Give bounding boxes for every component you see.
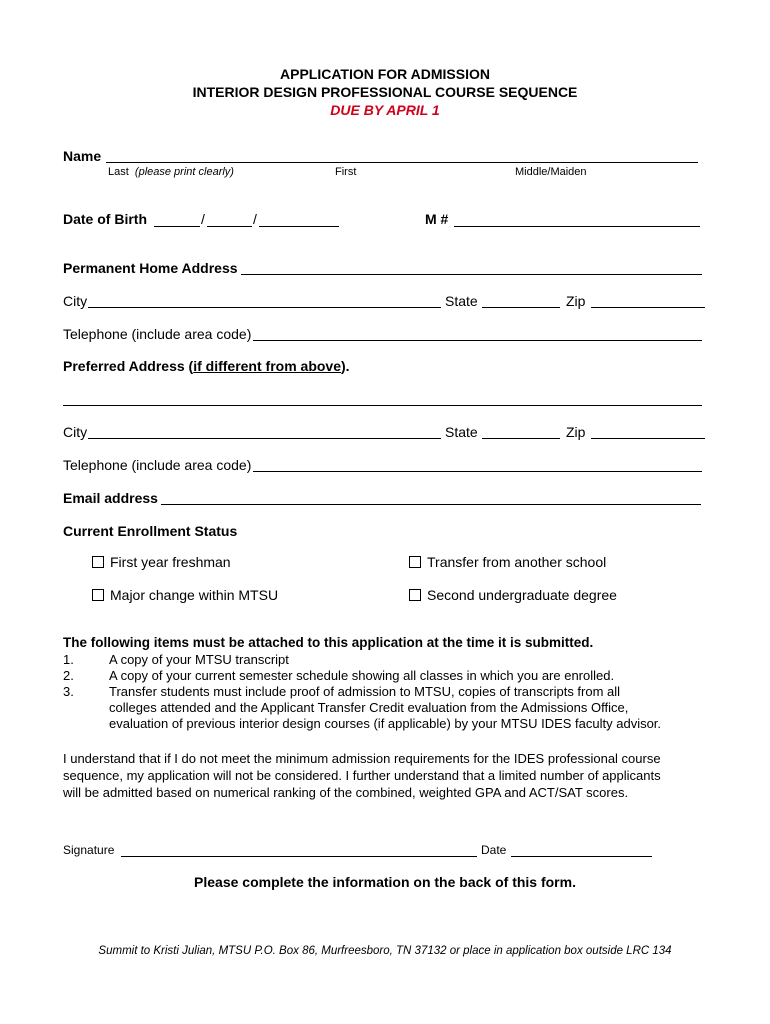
- signature-label: Signature: [63, 843, 115, 857]
- checkbox-transfer[interactable]: [409, 556, 421, 568]
- m-number-line[interactable]: [454, 226, 700, 227]
- attachment-3-line1: Transfer students must include proof of admission to MTSU, copies of transcripts from all: [109, 684, 621, 699]
- dob-day-line[interactable]: [207, 226, 252, 227]
- state2-label: State: [445, 424, 478, 440]
- statement-line-3: will be admitted based on numerical ranking of the combined, weighted GPA and ACT/SAT scores.: [63, 785, 629, 800]
- checkbox-major-change[interactable]: [92, 589, 104, 601]
- permanent-address-line[interactable]: [241, 274, 702, 275]
- preferred-label-pre: Preferred Address (: [63, 358, 194, 374]
- dob-separator-2: /: [253, 211, 257, 227]
- form-title-line1: APPLICATION FOR ADMISSION: [280, 66, 490, 82]
- telephone2-label: Telephone (include area code): [63, 457, 252, 473]
- city-label: City: [63, 293, 88, 309]
- form-title-line2: INTERIOR DESIGN PROFESSIONAL COURSE SEQUENCE: [192, 84, 578, 100]
- attachment-2-text: A copy of your current semester schedule showing all classes in which you are enrolled.: [109, 668, 615, 683]
- preferred-address-label: [63, 358, 350, 374]
- preferred-label-underlined: if different from above: [193, 358, 341, 374]
- email-line[interactable]: [161, 504, 701, 505]
- telephone-line[interactable]: [253, 340, 702, 341]
- telephone2-line[interactable]: [253, 471, 702, 472]
- attachments-heading: The following items must be attached to this application at the time it is submitted.: [63, 635, 594, 650]
- city2-line[interactable]: [88, 438, 441, 439]
- telephone-label: Telephone (include area code): [63, 326, 252, 342]
- state-label: State: [445, 293, 478, 309]
- option-first-year-freshman: First year freshman: [110, 554, 231, 570]
- name-input-line[interactable]: [106, 162, 698, 163]
- name-sub-last-text: Last: [108, 166, 129, 178]
- dob-label: Date of Birth: [63, 211, 147, 227]
- option-major-change: Major change within MTSU: [110, 587, 279, 603]
- option-second-degree: Second undergraduate degree: [427, 587, 617, 603]
- back-notice: Please complete the information on the back of this form.: [194, 874, 576, 890]
- due-date: DUE BY APRIL 1: [330, 102, 440, 118]
- m-number-label: M #: [425, 211, 449, 227]
- city2-label: City: [63, 424, 88, 440]
- date-line[interactable]: [511, 856, 652, 857]
- option-transfer: Transfer from another school: [427, 554, 607, 570]
- checkbox-second-degree[interactable]: [409, 589, 421, 601]
- attachment-1-text: A copy of your MTSU transcript: [109, 652, 289, 667]
- name-sub-first: First: [335, 166, 357, 178]
- city-line[interactable]: [88, 307, 441, 308]
- date-label: Date: [481, 843, 507, 857]
- permanent-address-label: Permanent Home Address: [63, 260, 238, 276]
- preferred-label-post: ).: [341, 358, 350, 374]
- zip2-line[interactable]: [591, 438, 705, 439]
- name-sub-last: [108, 166, 234, 178]
- enrollment-heading: Current Enrollment Status: [63, 523, 238, 539]
- signature-line[interactable]: [121, 856, 477, 857]
- attachment-3-line2: colleges attended and the Applicant Transfer Credit evaluation from the Admissions Office,: [109, 700, 629, 715]
- checkbox-first-year-freshman[interactable]: [92, 556, 104, 568]
- name-sub-middle: Middle/Maiden: [515, 166, 587, 178]
- name-label: Name: [63, 148, 102, 164]
- email-label: Email address: [63, 490, 158, 506]
- zip-label: Zip: [566, 293, 586, 309]
- zip2-label: Zip: [566, 424, 586, 440]
- dob-separator-1: /: [201, 211, 205, 227]
- attachment-1-num: 1.: [63, 652, 74, 667]
- statement-line-1: I understand that if I do not meet the minimum admission requirements for the IDES professional course: [63, 751, 661, 766]
- attachment-3-line3: evaluation of previous interior design courses (if applicable) by your MTSU IDES faculty advisor.: [109, 716, 662, 731]
- dob-month-line[interactable]: [154, 226, 200, 227]
- preferred-address-line[interactable]: [63, 405, 702, 406]
- attachment-3-num: 3.: [63, 684, 74, 699]
- submit-note: Summit to Kristi Julian, MTSU P.O. Box 86, Murfreesboro, TN 37132 or place in application box outside LRC 134: [98, 945, 672, 957]
- zip-line[interactable]: [591, 307, 705, 308]
- attachment-2-num: 2.: [63, 668, 74, 683]
- state2-line[interactable]: [482, 438, 560, 439]
- name-sub-last-hint: (please print clearly): [134, 166, 234, 178]
- statement-line-2: sequence, my application will not be considered. I further understand that a limited number of applicants: [63, 768, 661, 783]
- dob-year-line[interactable]: [259, 226, 339, 227]
- state-line[interactable]: [482, 307, 560, 308]
